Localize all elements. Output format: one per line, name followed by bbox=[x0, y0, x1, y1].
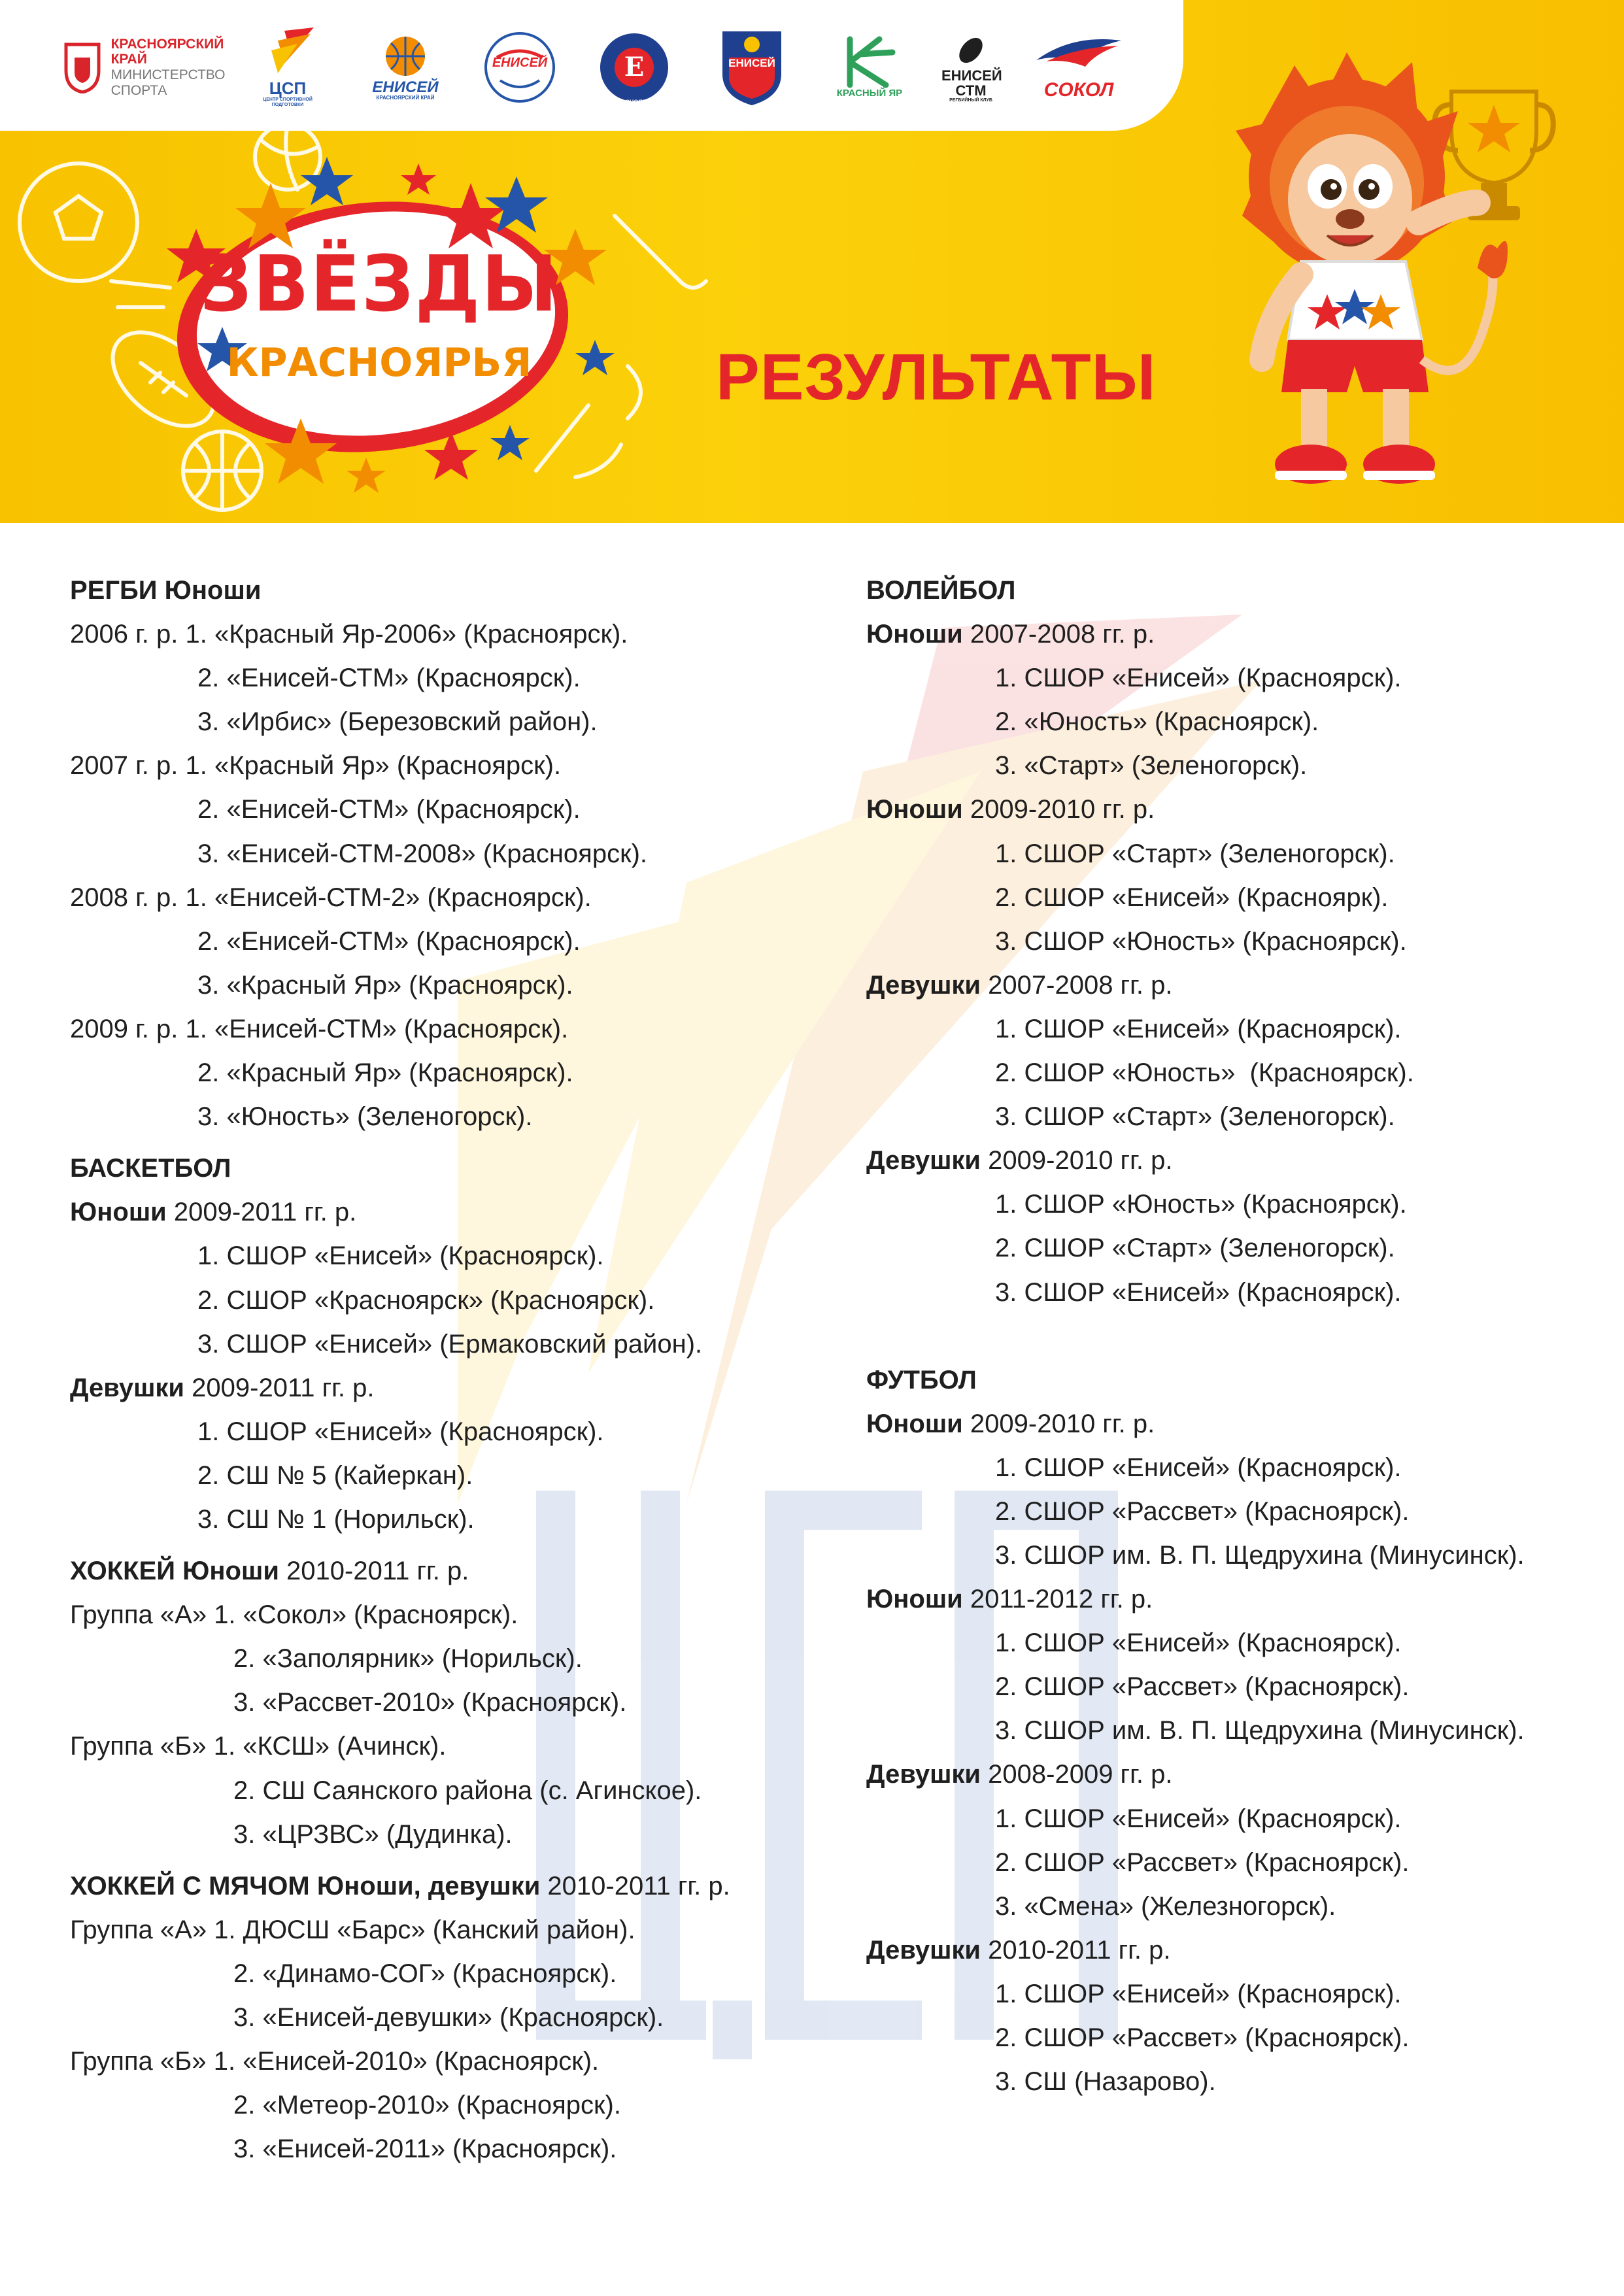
place-line: 2. СШОР «Рассвет» (Красноярск). bbox=[995, 2023, 1410, 2052]
place-line: 2. «Метеор-2010» (Красноярск). bbox=[233, 2091, 621, 2120]
place-line: 1. «Енисей-СТМ-2» (Красноярск). bbox=[185, 883, 592, 912]
category-label: Девушки bbox=[866, 1935, 981, 1965]
place-line: 2. «Юность» (Красноярск). bbox=[995, 707, 1319, 737]
place-line: 2. СШОР «Юность» (Красноярск). bbox=[995, 1058, 1414, 1088]
place-line: 1. СШОР «Енисей» (Красноярск). bbox=[995, 1453, 1402, 1482]
place-line: 1. ДЮСШ «Барс» (Канский район). bbox=[214, 1915, 635, 1944]
krasny-yar-text: КРАСНЫЙ ЯР bbox=[836, 88, 903, 99]
place-line: 3. «Ирбис» (Березовский район). bbox=[197, 707, 598, 737]
place-line: 1. СШОР «Енисей» (Красноярск). bbox=[995, 1014, 1402, 1043]
list-item bbox=[70, 1908, 841, 1952]
list-item bbox=[70, 1190, 841, 1234]
list-item bbox=[866, 788, 1605, 832]
rugby-group-label: 2008 г. р. bbox=[70, 883, 178, 912]
place-line: 1. СШОР «Енисей» (Красноярск). bbox=[197, 1417, 604, 1446]
rugby-logo-icon bbox=[955, 32, 987, 68]
place-line: 2. «Енисей-СТМ» (Красноярск). bbox=[197, 926, 581, 956]
place-line: 2. «Енисей-СТМ» (Красноярск). bbox=[197, 795, 581, 824]
group-label: Группа «Б» bbox=[70, 2047, 207, 2076]
place-line: 2. СШ Саянского района (с. Агинское). bbox=[233, 1776, 702, 1805]
category-label: Юноши bbox=[866, 1585, 963, 1614]
place-line: 2. «Динамо-СОГ» (Красноярск). bbox=[233, 1959, 617, 1988]
place-line: 1. «Красный Яр» (Красноярск). bbox=[185, 751, 562, 781]
list-item bbox=[866, 1139, 1605, 1183]
football-section-title: ФУТБОЛ bbox=[866, 1365, 977, 1394]
event-title-line2: КРАСНОЯРЬЯ bbox=[226, 340, 532, 386]
list-item bbox=[70, 876, 841, 920]
place-line: 2. СШОР «Рассвет» (Красноярск). bbox=[995, 1672, 1410, 1702]
logo-yenisey-volleyball bbox=[481, 18, 559, 116]
place-line: 1. «Сокол» (Красноярск). bbox=[214, 1600, 518, 1630]
place-line: 3. СШ № 1 (Норильск). bbox=[197, 1504, 475, 1534]
place-line: 3. СШОР «Старт» (Зеленогорск). bbox=[995, 1102, 1395, 1132]
ministry-line2: КРАЙ bbox=[110, 52, 147, 67]
category-label: Юноши bbox=[866, 1409, 963, 1438]
place-line: 3. «ЦРЗВС» (Дудинка). bbox=[233, 1819, 513, 1849]
place-line: 3. «Старт» (Зеленогорск). bbox=[995, 751, 1308, 781]
category-label: Девушки bbox=[70, 1373, 185, 1402]
hockey-title-bold: ХОККЕЙ Юноши bbox=[70, 1557, 279, 1586]
ministry-logo bbox=[46, 18, 242, 116]
event-title bbox=[196, 216, 562, 431]
place-line: 1. СШОР «Енисей» (Красноярск). bbox=[995, 1629, 1402, 1658]
list-item bbox=[70, 1007, 841, 1051]
category-label: Юноши bbox=[866, 620, 963, 649]
place-line: 3. «Рассвет-2010» (Красноярск). bbox=[233, 1688, 627, 1717]
place-line: 3. «Енисей-СТМ-2008» (Красноярск). bbox=[197, 839, 648, 868]
place-line: 1. СШОР «Юность» (Красноярск). bbox=[995, 1190, 1407, 1219]
place-line: 3. «Юность» (Зеленогорск). bbox=[197, 1102, 533, 1132]
rugby-section-title: РЕГБИ Юноши bbox=[70, 576, 262, 605]
yenisey-volleyball-text: ЕНИСЕЙ bbox=[492, 56, 548, 70]
rugby-group-label: 2006 г. р. bbox=[70, 620, 178, 649]
place-line: 1. «Енисей-2010» (Красноярск). bbox=[213, 2047, 600, 2076]
tsp-logo-icon bbox=[258, 27, 317, 80]
category-years: 2009-2011 гг. р. bbox=[192, 1373, 375, 1402]
place-line: 2. СШОР «Енисей» (Красноярк). bbox=[995, 883, 1389, 912]
results-heading: РЕЗУЛЬТАТЫ bbox=[716, 341, 1157, 414]
place-line: 1. «Енисей-СТМ» (Красноярск). bbox=[185, 1014, 569, 1043]
place-line: 1. СШОР «Енисей» (Красноярск). bbox=[197, 1241, 604, 1271]
place-line: 2. СШОР «Старт» (Зеленогорск). bbox=[995, 1234, 1395, 1263]
results-left-column bbox=[70, 569, 841, 2171]
place-line: 3. «Красный Яр» (Красноярск). bbox=[197, 970, 573, 1000]
yenisey-hockey-text: ЕНИСЕЙ bbox=[616, 24, 652, 34]
place-line: 2. СШ № 5 (Кайеркан). bbox=[197, 1460, 473, 1490]
category-years: 2009-2010 гг. р. bbox=[970, 1409, 1155, 1438]
list-item bbox=[866, 613, 1605, 656]
place-line: 2. «Красный Яр» (Красноярск). bbox=[197, 1058, 573, 1088]
yenisey-stm-sub: РЕГБИЙНЫЙ КЛУБ bbox=[949, 97, 992, 103]
tsp-logo-sub: ЦЕНТР СПОРТИВНОЙ ПОДГОТОВКИ bbox=[263, 97, 313, 107]
place-line: 1. СШОР «Енисей» (Красноярск). bbox=[995, 1979, 1402, 2008]
yenisey-hockey-sub: КРАСНОЯРСК bbox=[614, 99, 654, 105]
svg-text:Е: Е bbox=[624, 52, 645, 82]
place-line: 3. «Смена» (Железногорск). bbox=[995, 1891, 1336, 1921]
hockey-title-years: 2010-2011 гг. р. bbox=[286, 1557, 469, 1586]
list-item bbox=[70, 1725, 841, 1768]
yenisey-football-text: ЕНИСЕЙ bbox=[728, 57, 775, 69]
category-years: 2007-2008 гг. р. bbox=[970, 620, 1155, 649]
place-line: 3. СШОР им. В. П. Щедрухина (Минусинск). bbox=[995, 1540, 1525, 1570]
category-years: 2009-2011 гг. р. bbox=[173, 1198, 357, 1227]
place-line: 3. СШ (Назарово). bbox=[995, 2067, 1216, 2097]
place-line: 1. «Красный Яр-2006» (Красноярск). bbox=[185, 620, 628, 649]
basketball-section-title: БАСКЕТБОЛ bbox=[70, 1154, 231, 1183]
hockey-section-title bbox=[70, 1549, 841, 1593]
rugby-group-label: 2007 г. р. bbox=[70, 751, 178, 781]
list-item bbox=[70, 744, 841, 788]
list-item bbox=[866, 1402, 1605, 1446]
category-label: Девушки bbox=[866, 970, 981, 1000]
place-line: 1. СШОР «Енисей» (Красноярск). bbox=[995, 1804, 1402, 1833]
ministry-line3: МИНИСТЕРСТВО bbox=[110, 67, 226, 82]
list-item bbox=[70, 1593, 841, 1637]
event-title-line1: ЗВЁЗДЫ bbox=[199, 239, 559, 329]
place-line: 2. СШОР «Красноярск» (Красноярск). bbox=[197, 1285, 655, 1315]
coat-of-arms-icon bbox=[63, 41, 102, 93]
ministry-line1: КРАСНОЯРСКИЙ bbox=[110, 36, 224, 52]
logo-tsp bbox=[248, 18, 327, 116]
yenisey-stm-text: ЕНИСЕЙ СТМ bbox=[941, 67, 1002, 99]
list-item bbox=[866, 1578, 1605, 1621]
place-line: 3. СШОР «Юность» (Красноярск). bbox=[995, 926, 1407, 956]
list-item bbox=[866, 964, 1605, 1007]
place-line: 1. СШОР «Енисей» (Красноярск). bbox=[995, 664, 1402, 693]
logo-yenisey-stm bbox=[938, 18, 1004, 116]
yenisey-basketball-text: ЕНИСЕЙ bbox=[372, 78, 439, 97]
place-line: 3. СШОР «Енисей» (Красноярск). bbox=[995, 1277, 1402, 1307]
category-label: Девушки bbox=[866, 1760, 981, 1789]
bandy-section-title bbox=[70, 1865, 841, 1908]
category-years: 2007-2008 гг. р. bbox=[988, 970, 1173, 1000]
place-line: 3. «Енисей-девушки» (Красноярск). bbox=[233, 2003, 664, 2032]
rugby-group-label: 2009 г. р. bbox=[70, 1014, 178, 1043]
group-label: Группа «А» bbox=[70, 1915, 207, 1944]
place-line: 2. «Заполярник» (Норильск). bbox=[233, 1644, 583, 1674]
logo-yenisey-hockey bbox=[595, 18, 673, 116]
list-item bbox=[70, 2040, 841, 2084]
results-right-column bbox=[866, 569, 1605, 2104]
falcon-logo-icon bbox=[1033, 34, 1125, 80]
category-years: 2011-2012 гг. р. bbox=[970, 1585, 1153, 1614]
logo-sokol bbox=[1033, 18, 1125, 116]
ministry-line4: СПОРТА bbox=[110, 82, 167, 98]
yenisey-basketball-sub: КРАСНОЯРСКИЙ КРАЙ bbox=[376, 95, 435, 101]
lion-mascot-icon bbox=[1236, 52, 1589, 497]
krasny-yar-logo-icon bbox=[840, 36, 899, 88]
category-years: 2009-2010 гг. р. bbox=[970, 795, 1155, 824]
bandy-title-years: 2010-2011 гг. р. bbox=[547, 1871, 730, 1900]
group-label: Группа «А» bbox=[70, 1600, 207, 1630]
list-item bbox=[70, 1366, 841, 1410]
hockey-logo-icon bbox=[598, 31, 670, 103]
category-label: Юноши bbox=[70, 1198, 167, 1227]
place-line: 3. СШОР им. В. П. Щедрухина (Минусинск). bbox=[995, 1716, 1525, 1746]
category-label: Девушки bbox=[866, 1146, 981, 1175]
list-item bbox=[70, 613, 841, 656]
basketball-logo-icon bbox=[379, 33, 431, 79]
category-years: 2009-2010 гг. р. bbox=[988, 1146, 1173, 1175]
category-label: Юноши bbox=[866, 795, 963, 824]
group-label: Группа «Б» bbox=[70, 1732, 207, 1761]
category-years: 2008-2009 гг. р. bbox=[988, 1760, 1173, 1789]
sokol-text: СОКОЛ bbox=[1043, 79, 1114, 101]
hockey-stick-icon bbox=[615, 216, 706, 288]
place-line: 2. «Енисей-СТМ» (Красноярск). bbox=[197, 664, 581, 693]
place-line: 1. «КСШ» (Ачинск). bbox=[213, 1732, 447, 1761]
place-line: 3. «Енисей-2011» (Красноярск). bbox=[233, 2135, 617, 2164]
place-line: 2. СШОР «Рассвет» (Красноярск). bbox=[995, 1496, 1410, 1526]
category-years: 2010-2011 гг. р. bbox=[988, 1935, 1171, 1965]
logo-yenisey-football bbox=[716, 18, 788, 116]
place-line: 1. СШОР «Старт» (Зеленогорск). bbox=[995, 839, 1395, 868]
volleyball-section-title: ВОЛЕЙБОЛ bbox=[866, 576, 1016, 605]
sponsor-logo-strip bbox=[0, 0, 1183, 131]
logo-krasny-yar bbox=[830, 18, 909, 116]
list-item bbox=[866, 1929, 1605, 1972]
list-item bbox=[866, 1753, 1605, 1797]
football-icon bbox=[20, 163, 137, 281]
place-line: 3. СШОР «Енисей» (Ермаковский район). bbox=[197, 1329, 703, 1359]
logo-yenisey-basketball bbox=[366, 18, 445, 116]
bandy-title-bold: ХОККЕЙ С МЯЧОМ Юноши, девушки bbox=[70, 1871, 541, 1900]
place-line: 2. СШОР «Рассвет» (Красноярск). bbox=[995, 1848, 1410, 1877]
tsp-logo-text: ЦСП bbox=[269, 78, 307, 98]
